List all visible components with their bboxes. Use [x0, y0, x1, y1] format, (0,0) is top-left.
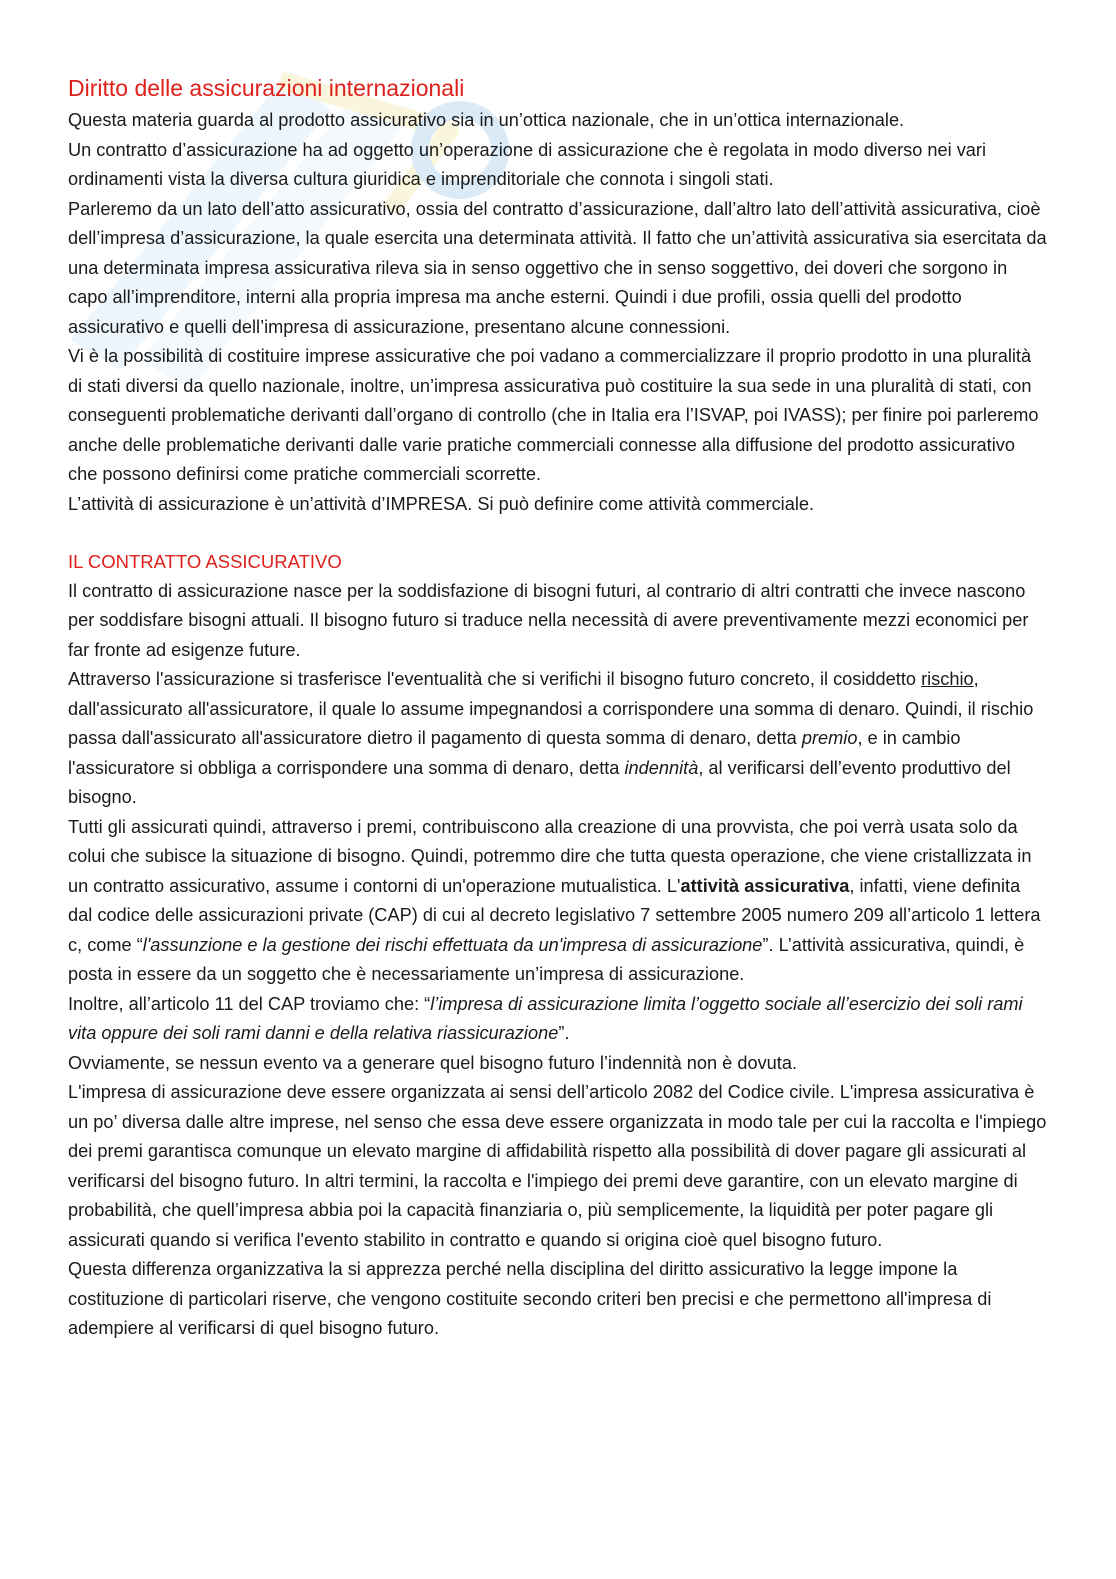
section-paragraph-4	[68, 990, 1048, 1049]
term-attivita-assicurativa: attività assicurativa	[680, 875, 850, 896]
quote-art-1: l'assunzione e la gestione dei rischi effettuata da un'impresa di assicurazione	[142, 934, 763, 955]
term-rischio: rischio	[921, 669, 974, 689]
text-run: Attraverso l'assicurazione si trasferisce l'eventualità che si verifichi il bisogno futuro concreto, il cosiddetto	[68, 669, 922, 689]
text-run: , e in cambio l'assicuratore si obbliga a corrispondere una somma di denaro, detta	[68, 728, 961, 778]
document-page	[68, 72, 1048, 1344]
intro-paragraph-2: Un contratto d’assicurazione ha ad oggetto un’operazione di assicurazione che è regolata in modo diverso nei vari ordinamenti vista la diversa cultura giuridica e imprenditoriale che connota i singoli stati.	[68, 139, 987, 189]
intro-paragraph-3: Parleremo da un lato dell’atto assicurativo, ossia del contratto d’assicurazione, dall’altro lato dell’attività assicurativa, cioè dell’impresa d’assicurazione, la quale esercita una determinata attività. Il fatto che un’attività assicurativa sia esercitata da una determinata impresa assicurativa rileva sia in senso oggettivo che in senso soggettivo, dei doveri che sorgono in capo all’imprenditore, interni alla propria impresa ma anche esterni. Quindi i due profili, ossia quelli del prodotto assicurativo e quelli dell’impresa di assicurazione, presentano alcune connessioni.	[68, 198, 1047, 337]
quote-art-11: l’impresa di assicurazione limita l’oggetto sociale all’esercizio dei soli rami vita oppure dei soli rami danni e della relativa riassicurazione	[68, 993, 1023, 1043]
text-run: , infatti, viene definita dal codice delle assicurazioni private (CAP) di cui al decreto legislativo 7 settembre 2005 numero 209 all’articolo 1 lettera c, come “	[68, 875, 1041, 955]
intro-paragraph-5: L’attività di assicurazione è un’attività d’IMPRESA. Si può definire come attività commerciale.	[68, 493, 815, 514]
text-run: Tutti gli assicurati quindi, attraverso i premi, contribuiscono alla creazione di una provvista, che poi verrà usata solo da colui che subisce la situazione di bisogno. Quindi, potremmo dire che tutta questa operazione, che viene cristallizzata in un contratto assicurativo, assume i contorni di un'operazione mutualistica. L'	[68, 816, 1032, 896]
text-run: ”.	[558, 1023, 570, 1043]
term-premio: premio	[801, 728, 858, 748]
text-run: ”. L’attività assicurativa, quindi, è posta in essere da un soggetto che è necessariamente un’impresa di assicurazione.	[68, 934, 1025, 984]
intro-paragraph-4: Vi è la possibilità di costituire imprese assicurative che poi vadano a commercializzare il proprio prodotto in una pluralità di stati diversi da quello nazionale, inoltre, un’impresa assicurativa può costituire la sua sede in una pluralità di stati, con conseguenti problematiche derivanti dall’organo di controllo (che in Italia era l’ISVAP, poi IVASS); per finire poi parleremo anche delle problematiche derivanti dalle varie pratiche commerciali connesse alla diffusione del prodotto assicurativo che possono definirsi come pratiche commerciali scorrette.	[68, 346, 1039, 484]
section-paragraph-3	[68, 813, 1048, 990]
section-paragraph-6: L'impresa di assicurazione deve essere organizzata ai sensi dell’articolo 2082 del Codice civile. L'impresa assicurativa è un po’ diversa dalle altre imprese, nel senso che essa deve essere organizzata in modo tale per cui la raccolta e l'impiego dei premi garantisca comunque un elevato margine di affidabilità rispetto alla possibilità di dover pagare gli assicurati al verificarsi del bisogno futuro. In altri termini, la raccolta e l'impiego dei premi deve garantire, con un elevato margine di probabilità, che quell’impresa abbia poi la capacità finanziaria o, più semplicemente, la liquidità per poter pagare gli assicurati quando si verifica l'evento stabilito in contratto e quando si origina cioè quel bisogno futuro.	[68, 1082, 1047, 1250]
document-title: Diritto delle assicurazioni internazionali	[68, 75, 465, 101]
section-paragraph-5: Ovviamente, se nessun evento va a generare quel bisogno futuro l’indennità non è dovuta.	[68, 1052, 798, 1073]
text-run: , dall'assicurato all'assicuratore, il quale lo assume impegnandosi a corrispondere una somma di denaro. Quindi, il rischio passa dall'assicurato all'assicuratore dietro il pagamento di questa somma di denaro, detta	[68, 669, 1034, 748]
text-run: Inoltre, all’articolo 11 del CAP troviamo che: “	[68, 993, 431, 1014]
section-paragraph-7: Questa differenza organizzativa la si apprezza perché nella disciplina del diritto assicurativo la legge impone la costituzione di particolari riserve, che vengono costituite secondo criteri ben precisi e che permettono all'impresa di adempiere al verificarsi di quel bisogno futuro.	[68, 1259, 992, 1338]
term-indennita: indennità	[624, 757, 699, 778]
text-run: , al verificarsi dell’evento produttivo del bisogno.	[68, 757, 1011, 807]
section-title: IL CONTRATTO ASSICURATIVO	[68, 551, 342, 572]
section-paragraph-1: Il contratto di assicurazione nasce per la soddisfazione di bisogni futuri, al contrario di altri contratti che invece nascono per soddisfare bisogni attuali. Il bisogno futuro si traduce nella necessità di avere preventivamente mezzi economici per far fronte ad esigenze future.	[68, 580, 1029, 660]
section-paragraph-2	[68, 665, 1048, 813]
intro-paragraph-1: Questa materia guarda al prodotto assicurativo sia in un’ottica nazionale, che in un’ottica internazionale.	[68, 110, 905, 130]
